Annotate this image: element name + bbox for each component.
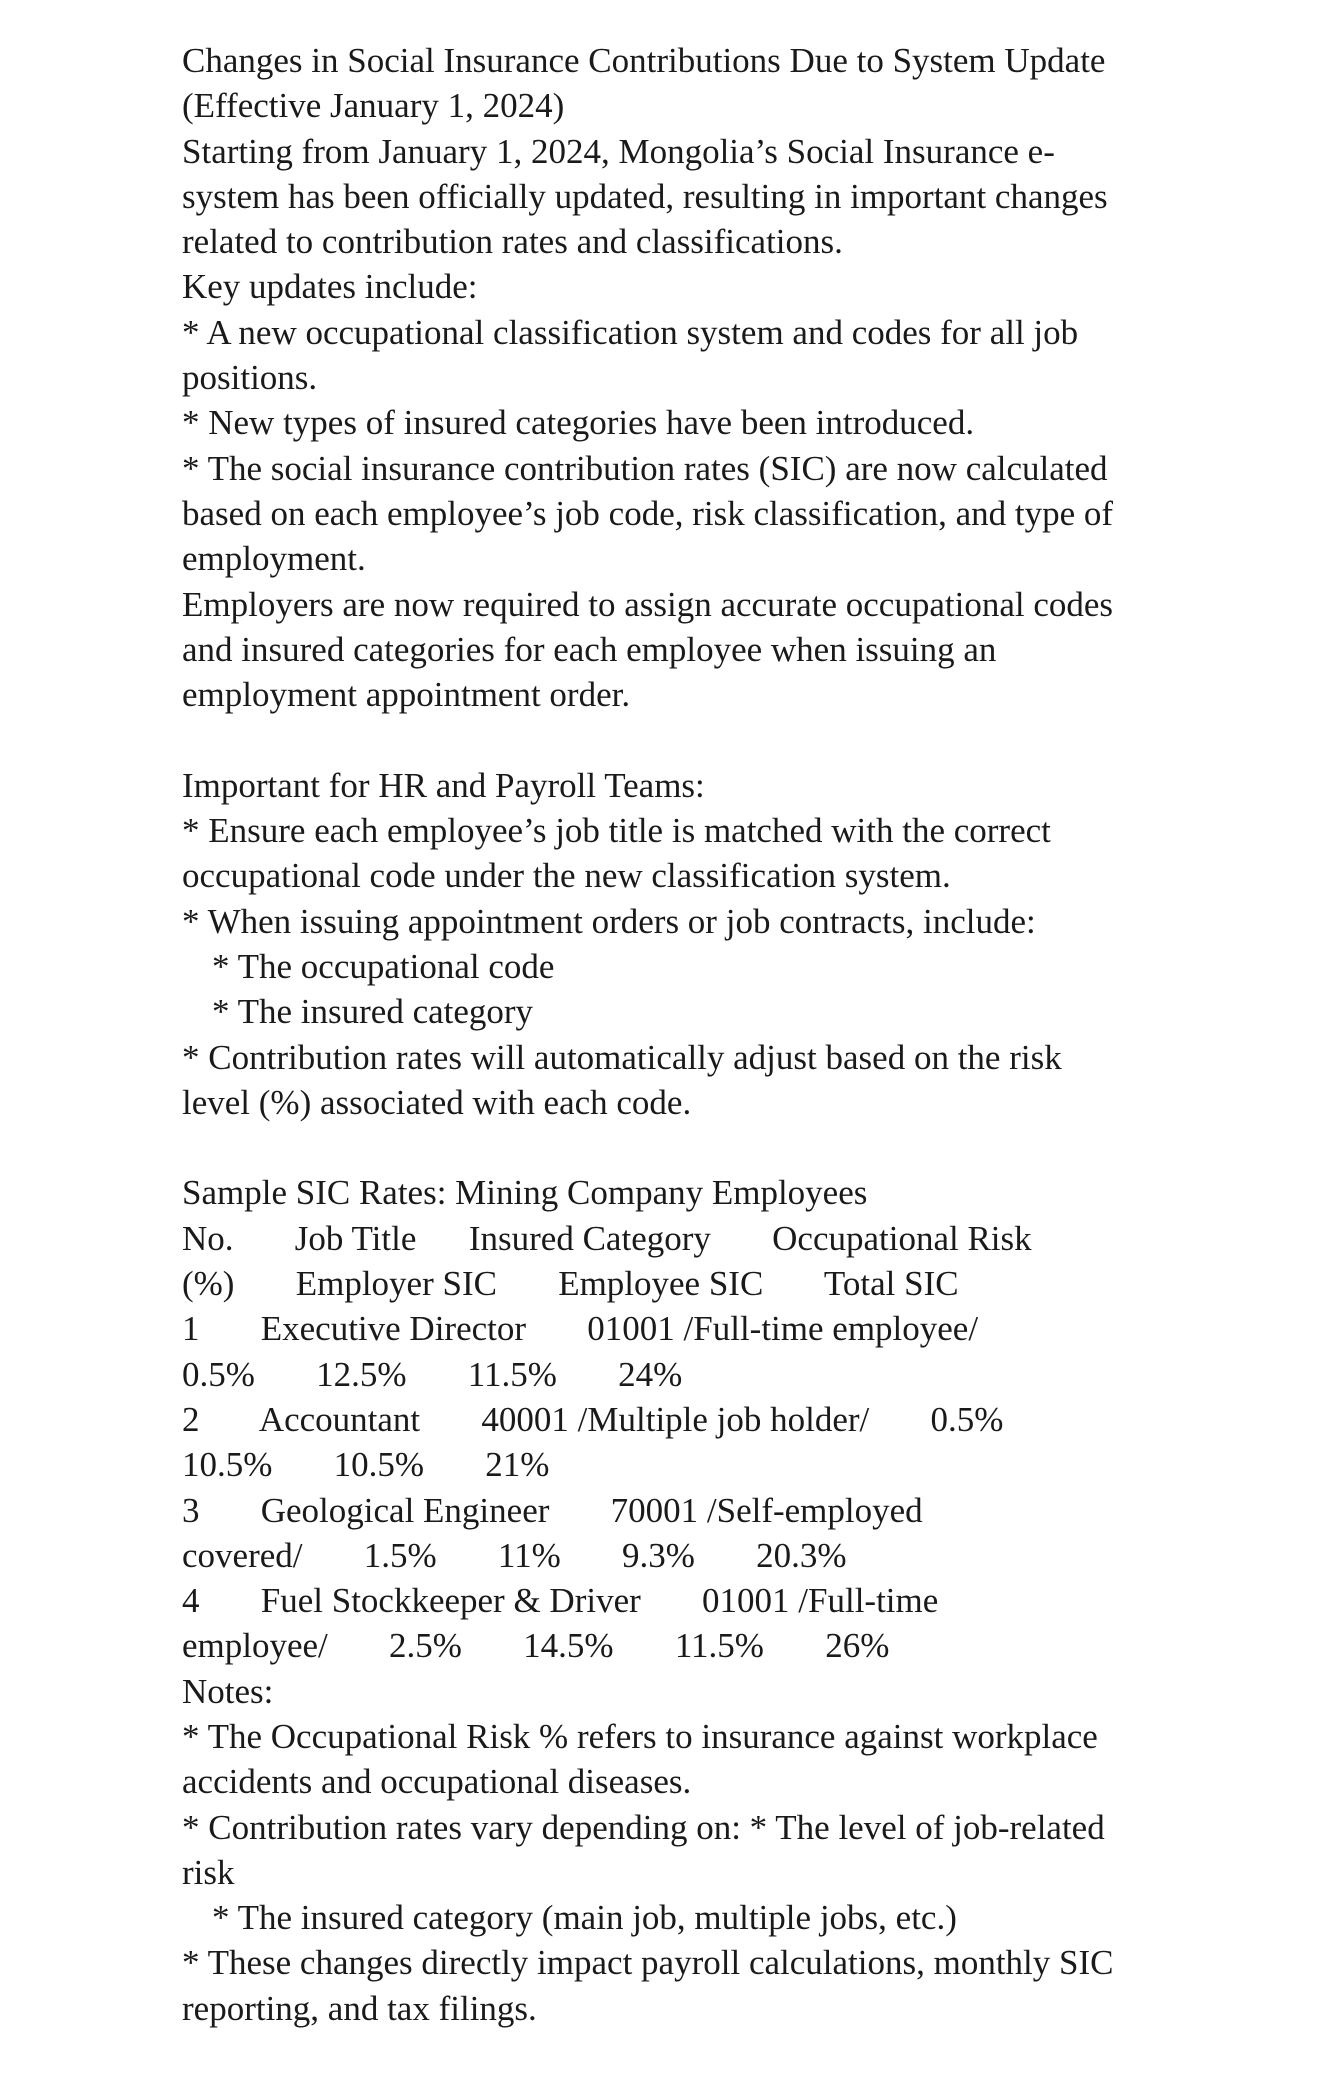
blank-line: [182, 717, 1262, 762]
section-heading: Notes:: [182, 1671, 274, 1711]
table-row-line: 10.5% 10.5% 21%: [182, 1445, 550, 1485]
bullet-line: * A new occupational classification system and codes for all job: [182, 312, 1079, 352]
bullet-line: * New types of insured categories have been introduced.: [182, 403, 975, 443]
paragraph-line: Employers are now required to assign accurate occupational codes: [182, 584, 1114, 624]
table-row-line: 3 Geological Engineer 70001 /Self-employed: [182, 1490, 923, 1530]
table-row-line: 0.5% 12.5% 11.5% 24%: [182, 1354, 683, 1394]
table-header-line: (%) Employer SIC Employee SIC Total SIC: [182, 1264, 959, 1304]
table-row-line: 4 Fuel Stockkeeper & Driver 01001 /Full-time: [182, 1581, 939, 1621]
bullet-line: reporting, and tax filings.: [182, 1988, 537, 2028]
bullet-line: * These changes directly impact payroll calculations, monthly SIC: [182, 1943, 1114, 1983]
bullet-line: based on each employee’s job code, risk classification, and type of: [182, 493, 1114, 533]
document-body: [182, 38, 1262, 2031]
paragraph-line: employment appointment order.: [182, 675, 631, 715]
bullet-line: * Contribution rates vary depending on: * The level of job-related: [182, 1807, 1105, 1847]
paragraph-line: system has been officially updated, resulting in important changes: [182, 176, 1108, 216]
sub-bullet-line: * The insured category (main job, multiple jobs, etc.): [212, 1898, 957, 1938]
blank-line: [182, 1125, 1262, 1170]
paragraph-line: related to contribution rates and classifications.: [182, 222, 843, 262]
paragraph-line: and insured categories for each employee when issuing an: [182, 629, 997, 669]
bullet-line: accidents and occupational diseases.: [182, 1762, 692, 1802]
table-row-line: covered/ 1.5% 11% 9.3% 20.3%: [182, 1535, 847, 1575]
bullet-line: risk: [182, 1852, 235, 1892]
bullet-line: level (%) associated with each code.: [182, 1082, 692, 1122]
bullet-line: * When issuing appointment orders or job contracts, include:: [182, 901, 1036, 941]
table-header-line: No. Job Title Insured Category Occupational Risk: [182, 1218, 1032, 1258]
table-row-line: 1 Executive Director 01001 /Full-time employee/: [182, 1309, 979, 1349]
bullet-line: occupational code under the new classification system.: [182, 856, 951, 896]
bullet-line: employment.: [182, 539, 366, 579]
sub-bullet-line: * The insured category: [212, 992, 534, 1032]
paragraph-line: Starting from January 1, 2024, Mongolia’s Social Insurance e-: [182, 131, 1055, 171]
section-heading: Key updates include:: [182, 267, 478, 307]
section-heading: Important for HR and Payroll Teams:: [182, 765, 705, 805]
table-row-line: 2 Accountant 40001 /Multiple job holder/ 0.5%: [182, 1399, 1004, 1439]
bullet-line: positions.: [182, 358, 318, 398]
table-row-line: employee/ 2.5% 14.5% 11.5% 26%: [182, 1626, 890, 1666]
sub-bullet-line: * The occupational code: [212, 946, 555, 986]
table-title: Sample SIC Rates: Mining Company Employees: [182, 1173, 868, 1213]
bullet-line: * The social insurance contribution rates (SIC) are now calculated: [182, 448, 1108, 488]
bullet-line: * The Occupational Risk % refers to insurance against workplace: [182, 1716, 1098, 1756]
title-line: Changes in Social Insurance Contributions Due to System Update: [182, 41, 1106, 80]
bullet-line: * Contribution rates will automatically adjust based on the risk: [182, 1037, 1062, 1077]
title-line: (Effective January 1, 2024): [182, 86, 565, 126]
bullet-line: * Ensure each employee’s job title is matched with the correct: [182, 811, 1051, 851]
